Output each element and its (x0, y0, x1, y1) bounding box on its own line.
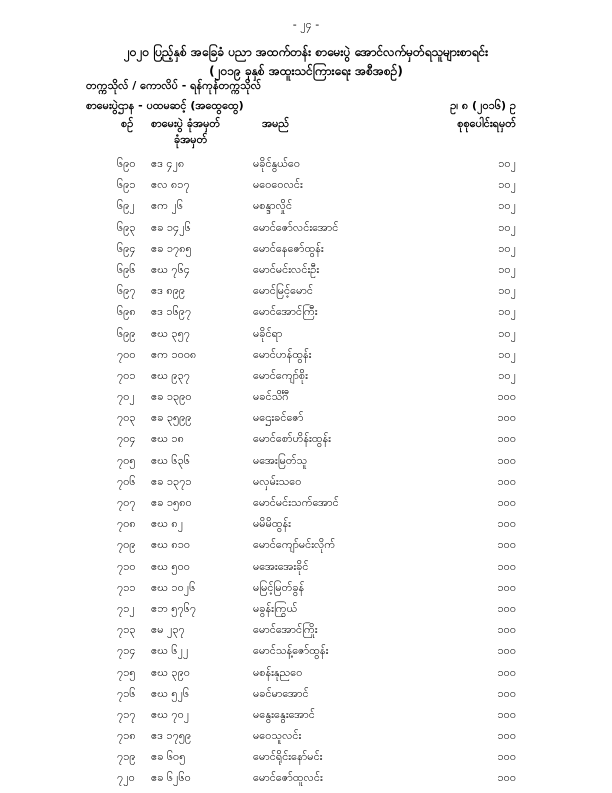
student-name: မနွေးနွေးအောင် (253, 707, 315, 721)
table-row (0, 263, 612, 284)
total-marks: ၁၀၀ (497, 411, 516, 425)
total-marks: ၁၀၂ (498, 157, 516, 170)
student-name: မောင်မင်းလင်းဦး (253, 262, 320, 276)
student-name: မောင်ဟန်ထွန်း (253, 347, 312, 361)
table-row (0, 729, 612, 750)
row-number: ၇၁၁ (117, 580, 136, 594)
row-number: ၇၁၂ (117, 601, 135, 615)
column-header-name: အမည် (262, 117, 290, 130)
total-marks: ၁၀၂ (498, 220, 516, 234)
total-marks: ၁၀၀ (497, 665, 516, 679)
roll-number: ဧဃ ၅၂၆ (151, 686, 190, 700)
date-label: ဥ၊ ၈ (၂၀၁၆) ဥ (450, 99, 516, 112)
student-name: မခိုင်နွယ်ဝေ (253, 157, 301, 170)
roll-number: ဧဃ ၆၂၂ (151, 644, 189, 658)
roll-number: ဧဒ ၈၉၉ (151, 284, 186, 298)
total-marks: ၁၀၂ (498, 305, 516, 319)
student-name: မောင်ကျော်မင်းလိုက် (253, 538, 336, 552)
row-number: ၆၉၉ (117, 326, 136, 340)
table-row (0, 242, 612, 263)
roll-number: ဧက ၁၀၀၈ (151, 347, 197, 361)
table-row (0, 348, 612, 369)
student-name: မဝေဝေလင်း (253, 178, 303, 192)
table-row (0, 687, 612, 708)
table-row (0, 750, 612, 771)
total-marks: ၁၀၀ (497, 538, 516, 552)
roll-number: ဧဃ ၉၃၇ (151, 368, 190, 382)
roll-number: ဧဃ ၆၃၆ (151, 453, 190, 467)
exam-center-label: စာမေးပွဲဌာန - ပထမဆင့် (အထွေထွေ) (86, 99, 244, 112)
roll-number: ဧဘ ၅၇၆၇ (151, 601, 197, 615)
student-name: မောင်ဇော်ထူလင်း (253, 771, 323, 785)
total-marks: ၁၀၂ (498, 368, 516, 382)
student-name: မအေးမြတ်သူ (253, 453, 308, 467)
roll-number: ဧဃ ၁၈ (151, 432, 184, 446)
roll-number: ဧဃ ၈၂ (151, 517, 184, 531)
student-name: မောင်သန့်ဇော်ထွန်း (253, 644, 329, 658)
student-name: မမိမိထွန်း (253, 517, 291, 531)
total-marks: ၁၀၀ (497, 686, 516, 700)
student-name: မောင်ဇော်လင်းအောင် (253, 220, 339, 234)
roll-number: ဧမ ၂၃၇ (151, 623, 185, 637)
column-header-no: စဉ် (121, 117, 134, 130)
roll-number: ဧဒ ၄၂၈ (151, 157, 185, 170)
results-table (0, 157, 612, 793)
university-label: တက္ကသိုလ် / ကောလိပ် - ရန်ကုန်တက္ကသိုလ် (86, 79, 262, 92)
total-marks: ၁၀၂ (498, 347, 516, 361)
table-row (0, 411, 612, 432)
roll-number: ဧခ ၁၄၂၆ (151, 220, 191, 234)
table-row (0, 708, 612, 729)
row-number: ၇၁၆ (117, 686, 136, 700)
student-name: မောင်ရိုင်းနော်မင်း (253, 750, 323, 764)
row-number: ၇၀၈ (117, 517, 136, 531)
row-number: ၇၁၀ (117, 559, 136, 573)
table-row (0, 623, 612, 644)
student-name: မဝေသူလင်း (253, 729, 302, 743)
row-number: ၆၉၈ (117, 305, 136, 319)
document-title: ၂၀၂၀ ပြည့်နှစ် အခြေခံ ပညာ အထက်တန်း စာမေးပွဲ အောင်လက်မှတ်ရသူများစာရင်း (123, 45, 489, 59)
row-number: ၇၀၆ (117, 474, 136, 488)
total-marks: ၁၀၀ (497, 750, 516, 764)
table-row (0, 432, 612, 453)
roll-number: ဧခ ၃၅၉၉ (151, 411, 192, 425)
student-name: မခင်သိင်္ဂီ (253, 390, 290, 404)
roll-number: ဧခ ၁၃၇၁ (151, 474, 192, 488)
column-header-roll-sub: ခုံအမှတ် (174, 133, 208, 146)
row-number: ၇၀၃ (117, 411, 136, 425)
total-marks: ၁၀၀ (497, 623, 516, 637)
row-number: ၇၁၅ (117, 665, 136, 679)
table-row (0, 178, 612, 199)
row-number: ၆၉၇ (117, 284, 136, 298)
total-marks: ၁၀၀ (497, 559, 516, 573)
roll-number: ဧဃ ၇၆၄ (151, 262, 190, 276)
student-name: မောင်မြင့်မောင် (253, 284, 313, 298)
total-marks: ၁၀၀ (497, 580, 516, 594)
row-number: ၇၀၀ (117, 347, 136, 361)
table-row (0, 771, 612, 792)
student-name: မောင်နေဇော်ထွန်း (253, 241, 324, 255)
student-name: မအေးအေးခိုင် (253, 559, 309, 573)
roll-number: ဧခ ၁၇၈၅ (151, 241, 192, 255)
table-row (0, 538, 612, 559)
row-number: ၆၉၆ (117, 262, 136, 276)
roll-number: ဧဒ ၁၇၅၉ (151, 729, 192, 743)
student-name: မလှမ်းသဝေ (253, 474, 302, 488)
student-name: မဌေးခင်ဇော် (253, 411, 304, 425)
total-marks: ၁၀၀ (497, 453, 516, 467)
roll-number: ဧဒ ၁၆၉၇ (151, 305, 192, 319)
row-number: ၆၉၂ (117, 199, 135, 213)
student-name: မောင်စော်ဟိန်းထွန်း (253, 432, 331, 446)
table-row (0, 581, 612, 602)
document-subtitle: (၂၀၁၉ ခုနှစ် အထူးသင်ကြားရေး အစီအစဉ်) (209, 64, 403, 78)
row-number: ၇၁၉ (117, 750, 136, 764)
row-number: ၇၀၄ (117, 432, 136, 446)
roll-number: ဧက ၂၆ (151, 199, 184, 213)
table-row (0, 666, 612, 687)
student-name: မခွန်းကြွယ် (253, 601, 298, 615)
total-marks: ၁၀၀ (497, 707, 516, 721)
total-marks: ၁၀၀ (497, 601, 516, 615)
column-header-roll: စာမေးပွဲ ခုံအမှတ် (151, 117, 221, 130)
roll-number: ဧဃ ၃၉၀ (151, 665, 190, 679)
table-row (0, 157, 612, 178)
roll-number: ဧခ ၁၃၉၀ (151, 390, 192, 404)
table-row (0, 517, 612, 538)
total-marks: ၁၀၀ (497, 432, 516, 446)
table-row (0, 475, 612, 496)
row-number: ၆၉၀ (117, 157, 136, 170)
table-row (0, 305, 612, 326)
table-row (0, 560, 612, 581)
student-name: မောင်အောင်ကြိုး (253, 623, 318, 637)
table-row (0, 602, 612, 623)
table-row (0, 221, 612, 242)
table-row (0, 284, 612, 305)
row-number: ၇၁၃ (117, 623, 136, 637)
student-name: မခင်မာအောင် (253, 686, 309, 700)
total-marks: ၁၀၂ (498, 199, 516, 213)
page-number: - ၂၄ - (292, 18, 320, 31)
row-number: ၇၀၉ (117, 538, 136, 552)
row-number: ၇၂၀ (117, 771, 135, 785)
roll-number: ဧခ ၆၂၆၀ (151, 771, 191, 785)
student-name: မခိုင်ရာ (253, 326, 283, 340)
row-number: ၇၀၅ (117, 453, 136, 467)
total-marks: ၁၀၀ (497, 496, 516, 509)
roll-number: ဧခ ၆၀၅ (151, 750, 186, 764)
roll-number: ဧဃ ၁၀၂၆ (151, 580, 196, 594)
student-name: မမြင့်မြတ်ခွန် (253, 580, 305, 594)
total-marks: ၁၀၂ (498, 241, 516, 255)
table-row (0, 644, 612, 665)
total-marks: ၁၀၂ (498, 262, 516, 276)
roll-number: ဧဃ ၃၅၇ (151, 326, 190, 340)
total-marks: ၁၀၀ (497, 771, 516, 785)
total-marks: ၁၀၂ (498, 284, 516, 298)
table-row (0, 454, 612, 475)
student-name: မစန္ဒာလှိုင် (253, 199, 293, 213)
row-number: ၇၀၇ (117, 496, 136, 509)
table-row (0, 199, 612, 220)
row-number: ၇၀၂ (117, 390, 135, 404)
total-marks: ၁၀၂ (498, 178, 516, 192)
total-marks: ၁၀၀ (497, 729, 516, 743)
total-marks: ၁၀၀ (497, 517, 516, 531)
roll-number: ဧဃ ၈၁၀ (151, 538, 191, 552)
roll-number: ဧဃ ၇၀၂ (151, 707, 190, 721)
table-row (0, 369, 612, 390)
table-row (0, 390, 612, 411)
student-name: မစန်းနုညဝေ (253, 665, 303, 679)
column-header-marks: စုစုပေါင်းရမှတ် (457, 117, 516, 130)
roll-number: ဧခ ၁၅၈၀ (151, 496, 192, 509)
row-number: ၇၁၇ (117, 707, 136, 721)
roll-number: ဧလ ၈၁၇ (151, 178, 190, 192)
total-marks: ၁၀၀ (497, 644, 516, 658)
row-number: ၇၁၄ (117, 644, 136, 658)
total-marks: ၁၀၂ (498, 326, 516, 340)
total-marks: ၁၀၀ (497, 474, 516, 488)
row-number: ၆၉၄ (117, 241, 136, 255)
student-name: မောင်ကျော်စိုး (253, 368, 308, 382)
row-number: ၇၀၁ (117, 368, 136, 382)
student-name: မောင်မင်းသက်အောင် (253, 496, 339, 509)
student-name: မောင်အောင်ကြီး (253, 305, 318, 319)
table-row (0, 496, 612, 517)
row-number: ၆၉၃ (117, 220, 136, 234)
roll-number: ဧဃ ၅၀၀ (151, 559, 190, 573)
total-marks: ၁၀၀ (497, 390, 516, 404)
row-number: ၇၁၈ (117, 729, 136, 743)
row-number: ၆၉၁ (117, 178, 136, 192)
table-row (0, 327, 612, 348)
